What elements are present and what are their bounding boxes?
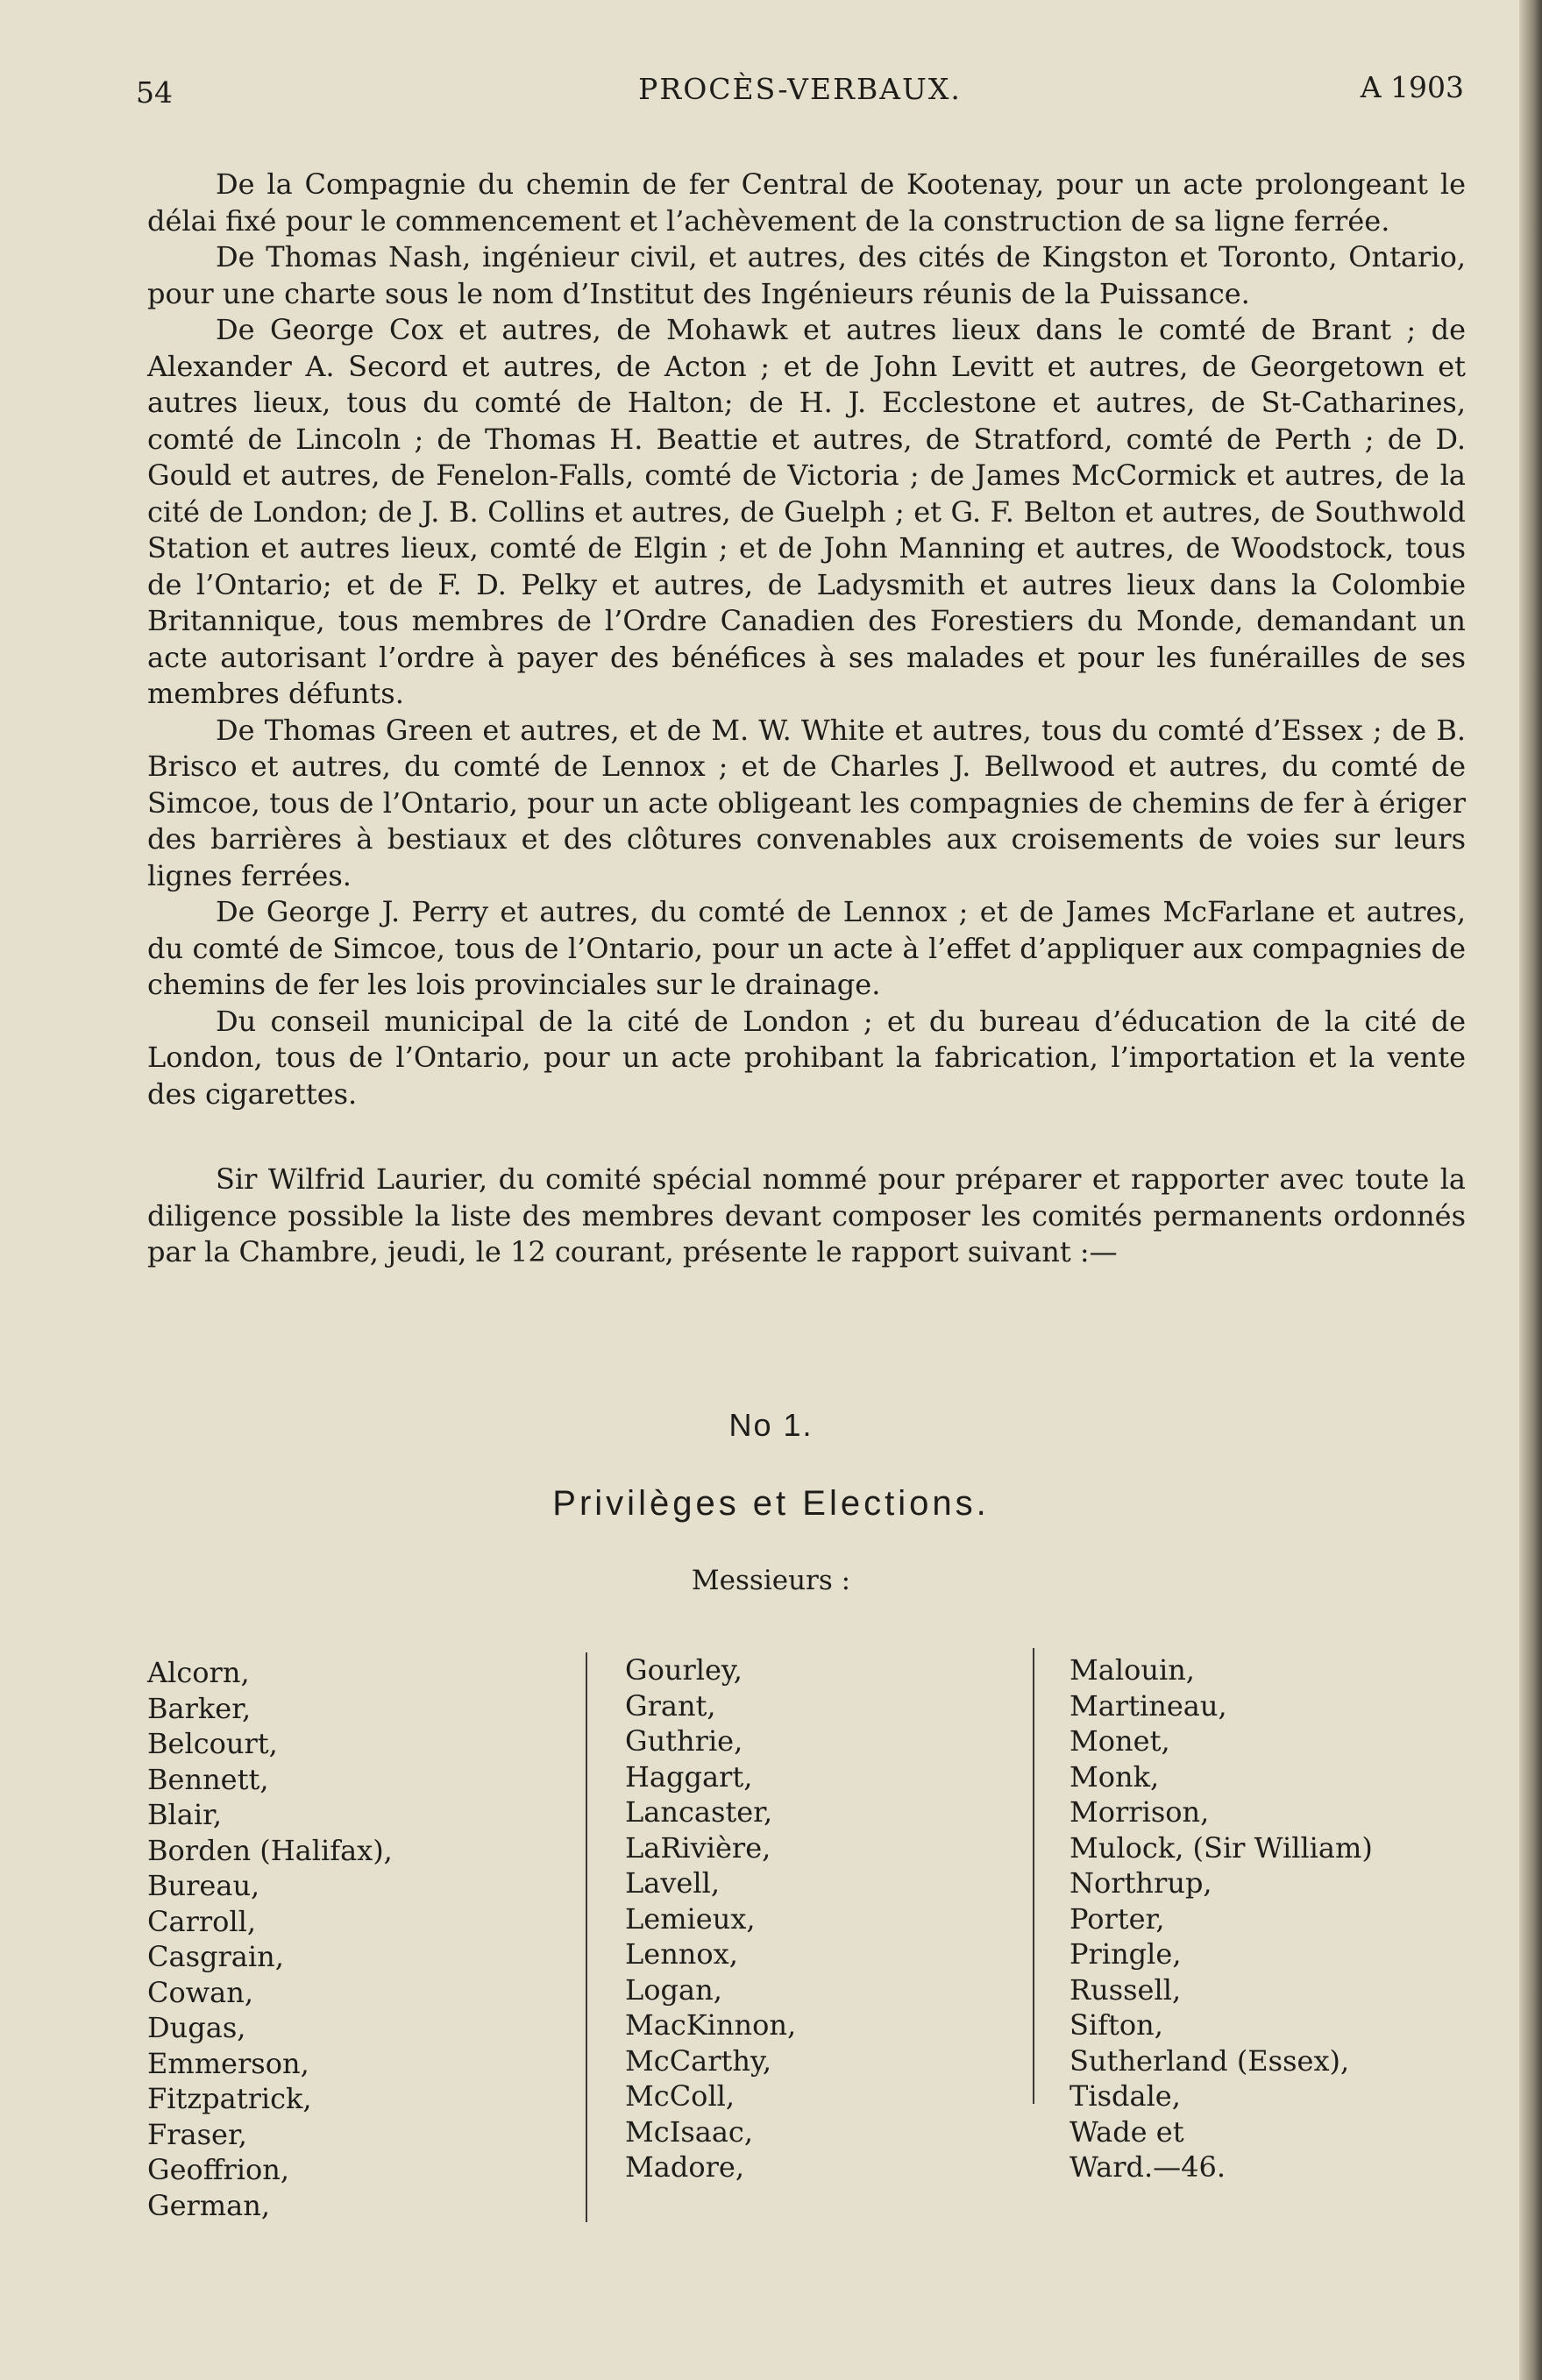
member-name: Sifton, <box>1069 2008 1163 2042</box>
member-name: Haggart, <box>625 1759 753 1794</box>
member-name: Dugas, <box>147 2011 246 2044</box>
member-name: Sutherland (Essex), <box>1069 2043 1350 2078</box>
members-column-3 <box>1069 1652 1373 2185</box>
member-name: Fitzpatrick, <box>147 2082 312 2115</box>
member-name: Carroll, <box>147 1904 257 1938</box>
petitions-text <box>147 167 1466 1271</box>
member-name: Blair, <box>147 1798 223 1831</box>
member-name: Pringle, <box>1069 1937 1182 1971</box>
member-name: Northrup, <box>1069 1866 1212 1900</box>
member-name: Bureau, <box>147 1869 260 1902</box>
session-year: A 1903 <box>1360 70 1464 104</box>
paragraph: De George Cox et autres, de Mohawk et autres lieux dans le comté de Brant ; de Alexander A. Secord et autres, de Acton ; et de John Levitt et autres, de Georgetown et autres lieux, tous du comté de Halton; de H. J. Ecclestone et autres, de St-Catharines, comté de Lincoln ; de Thomas H. Beattie et autres, de Stratford, comté de Perth ; de D. Gould et autres, de Fenelon-Falls, comté de Victoria ; de James McCormick et autres, de la cité de London; de J. B. Collins et autres, de Guelph ; et G. F. Belton et autres, de Southwold Station et autres lieux, comté de Elgin ; et de John Manning et autres, de Woodstock, tous de l’Ontario; et de F. D. Pelky et autres, de Ladysmith et autres lieux dans la Colombie Britannique, tous membres de l’Ordre Canadien des Forestiers du Monde, demandant un acte autorisant l’ordre à payer des bénéfices à ses malades et pour les funérailles de ses membres défunts. <box>147 313 1466 710</box>
member-name: Mulock, (Sir William) <box>1069 1830 1373 1865</box>
member-name: Belcourt, <box>147 1727 278 1760</box>
member-name: Wade et <box>1069 2114 1184 2149</box>
member-name: McCarthy, <box>625 2043 772 2078</box>
member-name: German, <box>147 2188 270 2222</box>
member-name: LaRivière, <box>625 1830 771 1865</box>
member-name: Emmerson, <box>147 2046 309 2080</box>
paragraph: De George J. Perry et autres, du comté de Lennox ; et de James McFarlane et autres, du comté de Simcoe, tous de l’Ontario, pour un acte à l’effet d’appliquer aux compagnies de chemins de fer les lois provinciales sur le drainage. <box>147 895 1466 1001</box>
paragraph: De la Compagnie du chemin de fer Central de Kootenay, pour un acte prolongeant le délai fixé pour le commencement et l’achèvement de la construction de sa ligne ferrée. <box>147 167 1466 238</box>
member-name: Ward.—46. <box>1069 2150 1226 2184</box>
running-title: PROCÈS-VERBAUX. <box>638 72 962 106</box>
page-edge <box>1519 0 1542 2380</box>
member-name: Tisdale, <box>1069 2079 1181 2113</box>
member-name: MacKinnon, <box>625 2008 797 2042</box>
column-divider <box>586 1652 587 2222</box>
member-name: Gourley, <box>625 1653 743 1687</box>
committee-heading: Privilèges et Elections. <box>552 1484 990 1523</box>
member-name: Casgrain, <box>147 1940 284 1973</box>
member-name: Bennett, <box>147 1762 269 1796</box>
member-name: Alcorn, <box>147 1656 250 1689</box>
members-column-1 <box>147 1655 393 2223</box>
page-header <box>136 70 1464 123</box>
member-name: Madore, <box>625 2150 744 2184</box>
member-name: Russell, <box>1069 1972 1182 2007</box>
members-column-2 <box>625 1652 796 2185</box>
member-name: Barker, <box>147 1691 252 1725</box>
member-name: Monk, <box>1069 1759 1160 1794</box>
member-name: McColl, <box>625 2079 735 2113</box>
salutation: Messieurs : <box>691 1565 851 1596</box>
member-name: Malouin, <box>1069 1653 1195 1687</box>
member-name: Lemieux, <box>625 1901 756 1936</box>
member-name: Lennox, <box>625 1937 738 1971</box>
member-name: Morrison, <box>1069 1795 1210 1829</box>
member-name: Fraser, <box>147 2117 247 2151</box>
paragraph: De Thomas Green et autres, et de M. W. White et autres, tous du comté d’Essex ; de B. Brisco et autres, du comté de Lennox ; et de Charles J. Bellwood et autres, du comté de Simcoe, tous de l’Ontario, pour un acte obligeant les compagnies de chemins de fer à ériger des barrières à bestiaux et des clôtures convenables aux croisements de voies sur leurs lignes ferrées. <box>147 713 1466 892</box>
member-name: Borden (Halifax), <box>147 1833 393 1867</box>
member-name: Monet, <box>1069 1724 1170 1758</box>
report-number: No 1. <box>728 1407 814 1443</box>
member-name: Cowan, <box>147 1975 253 2009</box>
member-name: McIsaac, <box>625 2114 753 2149</box>
member-name: Porter, <box>1069 1901 1165 1936</box>
page-number: 54 <box>136 75 173 110</box>
member-name: Grant, <box>625 1688 716 1723</box>
member-name: Guthrie, <box>625 1724 743 1758</box>
member-name: Geoffrion, <box>147 2153 290 2186</box>
paragraph: De Thomas Nash, ingénieur civil, et autres, des cités de Kingston et Toronto, Ontario, pour une charte sous le nom d’Institut des Ingénieurs réunis de la Puissance. <box>147 240 1466 310</box>
member-name: Logan, <box>625 1972 722 2007</box>
member-name: Lavell, <box>625 1866 720 1900</box>
column-divider <box>1033 1648 1034 2104</box>
report-intro-paragraph: Sir Wilfrid Laurier, du comité spécial nommé pour préparer et rapporter avec toute la diligence possible la liste des membres devant composer les comités permanents ordonnés par la Chambre, jeudi, le 12 courant, présente le rapport suivant :— <box>147 1162 1466 1268</box>
member-name: Lancaster, <box>625 1795 773 1829</box>
paragraph: Du conseil municipal de la cité de London ; et du bureau d’éducation de la cité de London, tous de l’Ontario, pour un acte prohibant la fabrication, l’importation et la vente des cigarettes. <box>147 1004 1466 1111</box>
member-name: Martineau, <box>1069 1688 1227 1723</box>
